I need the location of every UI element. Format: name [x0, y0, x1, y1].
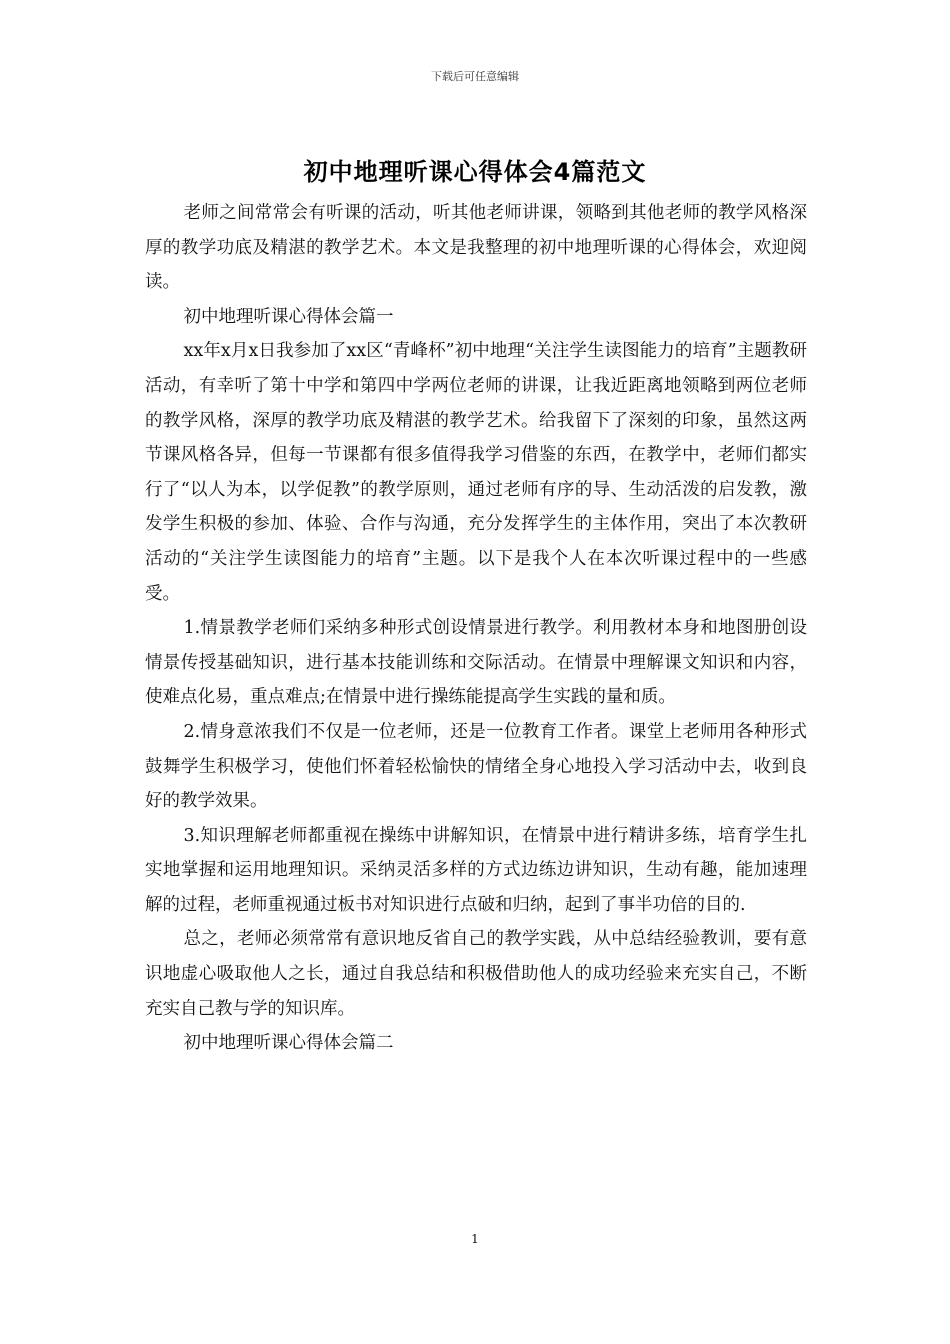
document-body: [145, 196, 807, 1061]
document-title: 初中地理听课心得体会4篇范文: [303, 158, 647, 186]
page-number: 1: [471, 1232, 479, 1246]
body-paragraph: xx年x月x日我参加了xx区“青峰杯”初中地理“关注学生读图能力的培育”主题教研活动，有幸听了第十中学和第四中学两位老师的讲课，让我近距离地领略到两位老师的教学风格，深厚的教学功底及精湛的教学艺术。给我留下了深刻的印象，虽然这两节课风格各异，但每一节课都有很多值得我学习借鉴的东西，在教学中，老师们都实行了“以人为本，以学促教”的教学原则，通过老师有序的导、生动活泼的启发教，激发学生积极的参加、体验、合作与沟通，充分发挥学生的主体作用，突出了本次教研活动的“关注学生读图能力的培育”主题。以下是我个人在本次听课过程中的一些感受。: [145, 341, 807, 604]
intro-paragraph: 老师之间常常会有听课的活动，听其他老师讲课，领略到其他老师的教学风格深厚的教学功底及精湛的教学艺术。本文是我整理的初中地理听课的心得体会，欢迎阅读。: [145, 203, 807, 293]
body-paragraph: 3.知识理解老师都重视在操练中讲解知识，在情景中进行精讲多练，培育学生扎实地掌握和运用地理知识。采纳灵活多样的方式边练边讲知识，生动有趣，能加速理解的过程，老师重视通过板书对知识进行点破和归纳，起到了事半功倍的目的.: [145, 825, 807, 915]
header-note: 下载后可任意编辑: [431, 70, 519, 83]
body-paragraph: 总之，老师必须常常有意识地反省自己的教学实践，从中总结经验教训，要有意识地虚心吸取他人之长，通过自我总结和积极借助他人的成功经验来充实自己，不断充实自己教与学的知识库。: [145, 929, 807, 1019]
section-heading-1: 初中地理听课心得体会篇一: [183, 306, 394, 327]
section-heading-2: 初中地理听课心得体会篇二: [183, 1033, 394, 1054]
body-paragraph: 1.情景教学老师们采纳多种形式创设情景进行教学。利用教材本身和地图册创设情景传授基础知识，进行基本技能训练和交际活动。在情景中理解课文知识和内容，使难点化易，重点难点;在情景中进行操练能提高学生实践的量和质。: [145, 618, 807, 708]
body-paragraph: 2.情身意浓我们不仅是一位老师，还是一位教育工作者。课堂上老师用各种形式鼓舞学生积极学习，使他们怀着轻松愉快的情绪全身心地投入学习活动中去，收到良好的教学效果。: [145, 721, 807, 812]
